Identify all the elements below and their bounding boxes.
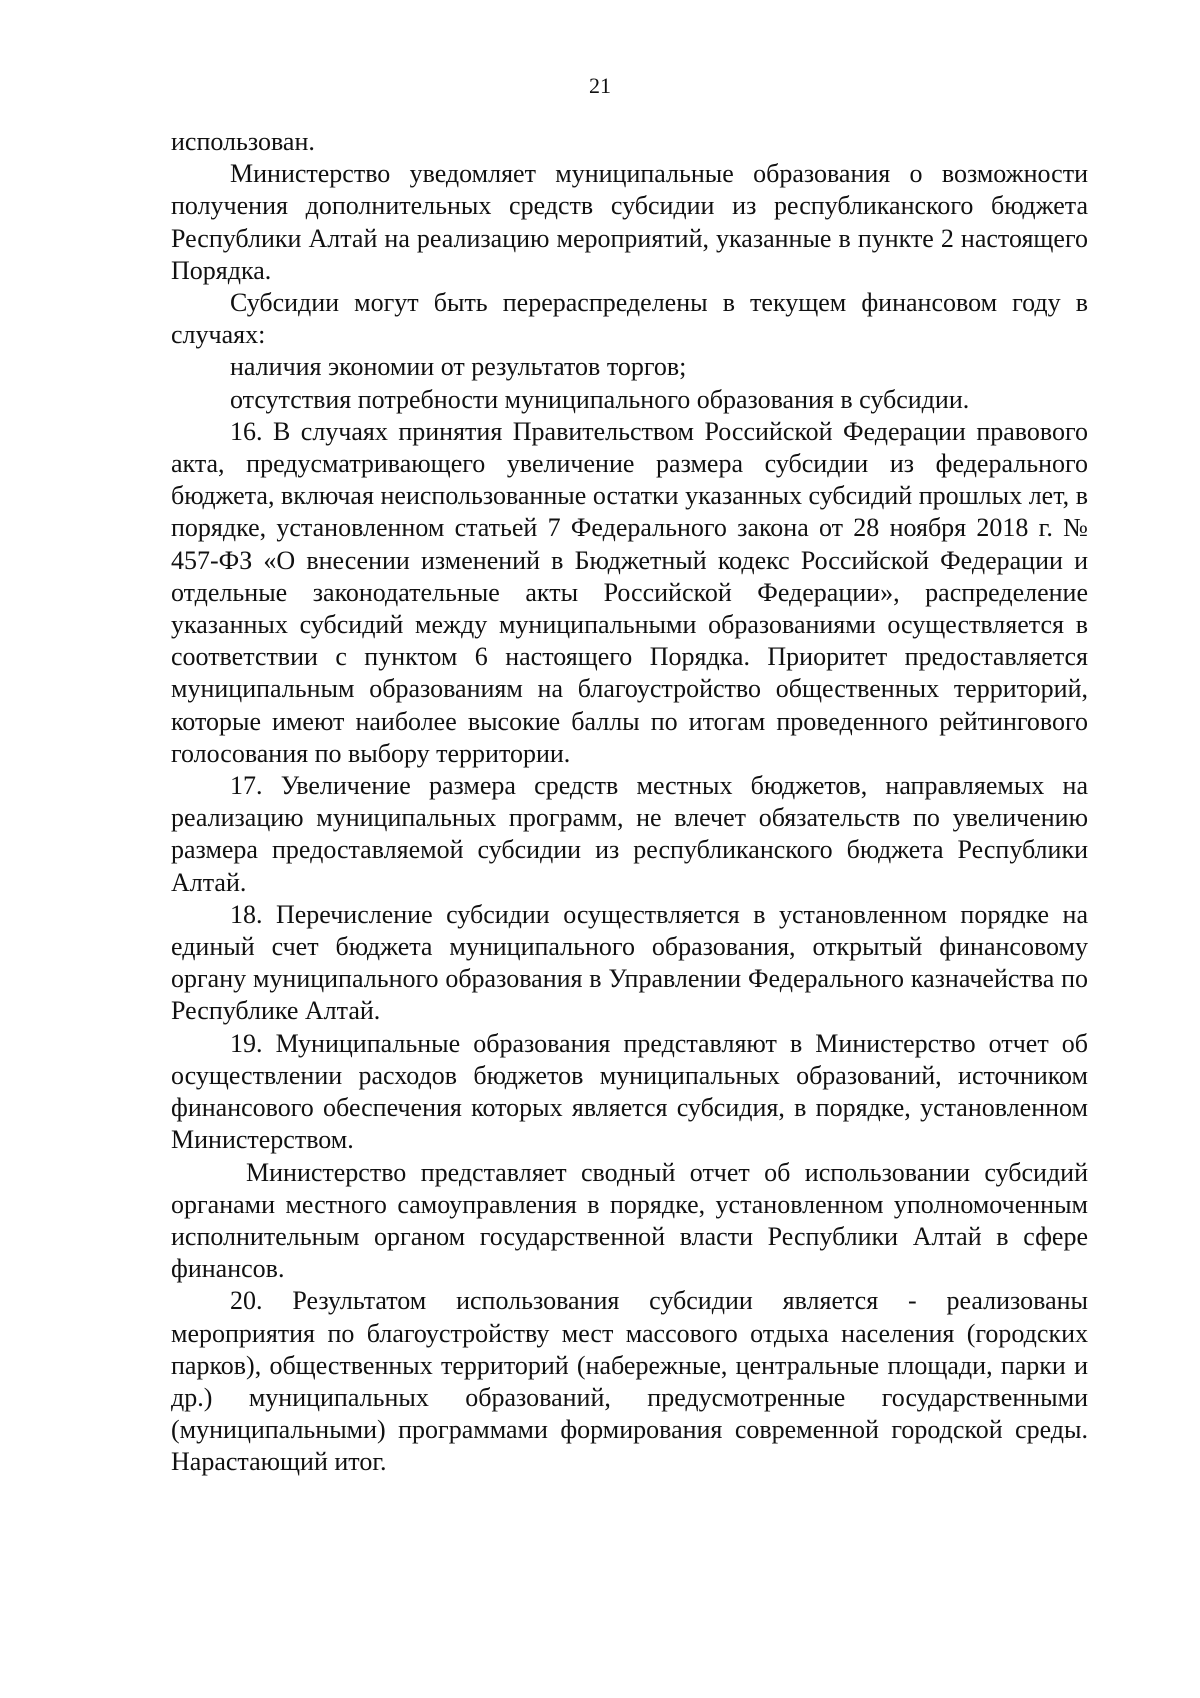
paragraph-16: 16. В случаях принятия Правительством Российской Федерации правового акта, предусматривающего увеличение размера субсидии из федерального бюджета, включая неиспользованные остатки указанных субсидий прошлых лет, в порядке, установленном статьей 7 Федерального закона от 28 ноября 2018 г. № 457-ФЗ «О внесении изменений в Бюджетный кодекс Российской Федерации и отдельные законодательные акты Российской Федерации», распределение указанных субсидий между муниципальными образованиями осуществляется в соответствии с пунктом 6 настоящего Порядка. Приоритет предоставляется муниципальным образованиям на благоустройство общественных территорий, которые имеют наиболее высокие баллы по итогам проведенного рейтингового голосования по выбору территории. (171, 416, 1088, 768)
paragraph-18: 18. Перечисление субсидии осуществляется в установленном порядке на единый счет бюджета муниципального образования, открытый финансовому органу муниципального образования в Управлении Федерального казначейства по Республике Алтай. (171, 899, 1088, 1026)
paragraph-19: 19. Муниципальные образования представляют в Министерство отчет об осуществлении расходов бюджетов муниципальных образований, источником финансового обеспечения которых является субсидия, в порядке, установленном Министерством. (171, 1028, 1088, 1155)
paragraph-17: 17. Увеличение размера средств местных бюджетов, направляемых на реализацию муниципальных программ, не влечет обязательств по увеличению размера предоставляемой субсидии из республиканского бюджета Республики Алтай. (171, 771, 1088, 897)
paragraph-ministry-notice: Министерство уведомляет муниципальные образования о возможности получения дополнительных средств субсидии из республиканского бюджета Республики Алтай на реализацию мероприятий, указанные в пункте 2 настоящего Порядка. (171, 159, 1088, 285)
paragraph-20: 20. Результатом использования субсидии является - реализованы мероприятия по благоустройству мест массового отдыха населения (городских парков), общественных территорий (набережные, центральные площади, парки и др.) муниципальных образований, предусмотренные государственными (муниципальными) программами формирования современной городской среды. Нарастающий итог. (171, 1286, 1088, 1477)
page-number: 21 (589, 73, 611, 98)
paragraph-redistribution: Субсидии могут быть перераспределены в текущем финансовом году в случаях: (171, 288, 1088, 350)
paragraph-continuation: использован. (171, 127, 315, 156)
list-item-savings: наличия экономии от результатов торгов; (230, 352, 687, 382)
list-item-no-need: отсутствия потребности муниципального образования в субсидии. (230, 384, 970, 414)
document-body (171, 126, 1088, 1479)
paragraph-summary-report: Министерство представляет сводный отчет об использовании субсидий органами местного самоуправления в порядке, установленном уполномоченным исполнительным органом государственной власти Республики Алтай в сфере финансов. (171, 1157, 1088, 1284)
